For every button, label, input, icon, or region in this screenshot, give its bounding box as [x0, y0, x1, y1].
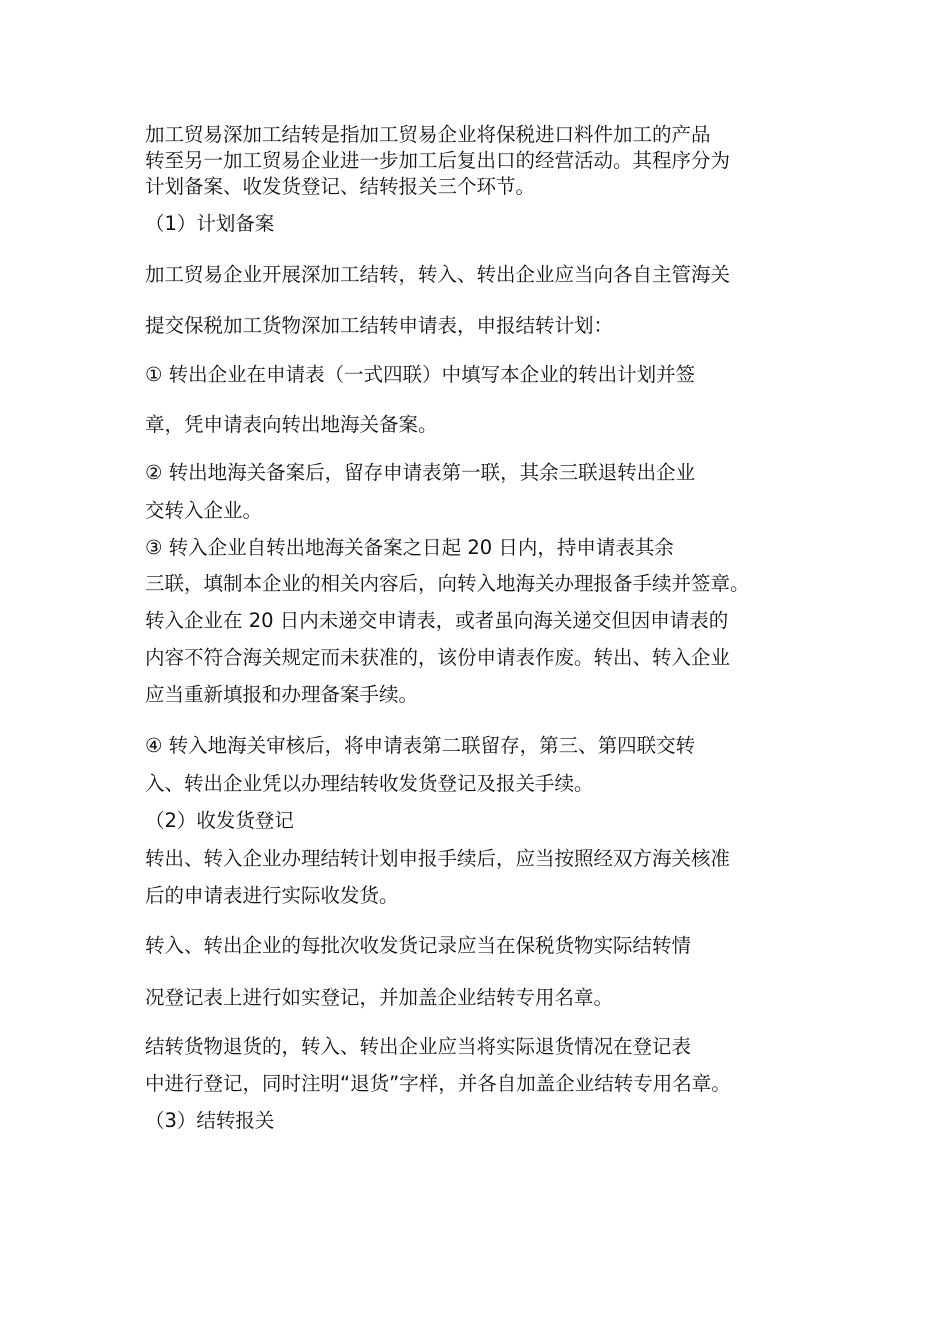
s1-para1-line-1: 加工贸易企业开展深加工结转，转入、转出企业应当向各自主管海关 — [145, 263, 731, 286]
s2-para2-line-2: 况登记表上进行如实登记，并加盖企业结转专用名章。 — [145, 986, 614, 1009]
s2-para3-line-1: 结转货物退货的，转入、转出企业应当将实际退货情况在登记表 — [145, 1035, 692, 1058]
intro-line-2: 转至另一加工贸易企业进一步加工后复出口的经营活动。其程序分为 — [145, 149, 731, 172]
s1-item3-line-3: 转入企业在 20 日内未递交申请表，或者虽向海关递交但因申请表的 — [145, 609, 729, 632]
s1-item1-line-1: ① 转出企业在申请表（一式四联）中填写本企业的转出计划并签 — [145, 363, 696, 386]
s2-para1-line-2: 后的申请表进行实际收发货。 — [145, 884, 399, 907]
heading-receipt-registration: （2）收发货登记 — [145, 809, 294, 832]
s1-item3-line-1: ③ 转入企业自转出地海关备案之日起 20 日内，持申请表其余 — [145, 536, 674, 559]
s1-item1-line-2: 章，凭申请表向转出地海关备案。 — [145, 413, 438, 436]
s1-item2-line-1: ② 转出地海关备案后，留存申请表第一联，其余三联退转出企业 — [145, 461, 696, 484]
s1-item4-line-2: 入、转出企业凭以办理结转收发货登记及报关手续。 — [145, 772, 594, 795]
s2-para3-line-2: 中进行登记，同时注明“退货”字样，并各自加盖企业结转专用名章。 — [145, 1072, 731, 1095]
s1-item3-line-2: 三联，填制本企业的相关内容后，向转入地海关办理报备手续并签章。 — [145, 572, 750, 595]
s1-item2-line-2: 交转入企业。 — [145, 499, 263, 522]
s2-para2-line-1: 转入、转出企业的每批次收发货记录应当在保税货物实际结转情 — [145, 934, 692, 957]
heading-transfer-declaration: （3）结转报关 — [145, 1109, 275, 1132]
s1-para1-line-2: 提交保税加工货物深加工结转申请表，申报结转计划： — [145, 314, 614, 337]
heading-plan-filing: （1）计划备案 — [145, 212, 275, 235]
intro-line-3: 计划备案、收发货登记、结转报关三个环节。 — [145, 175, 536, 198]
s2-para1-line-1: 转出、转入企业办理结转计划申报手续后，应当按照经双方海关核准 — [145, 847, 731, 870]
s1-item4-line-1: ④ 转入地海关审核后，将申请表第二联留存，第三、第四联交转 — [145, 734, 696, 757]
intro-line-1: 加工贸易深加工结转是指加工贸易企业将保税进口料件加工的产品 — [145, 123, 711, 146]
s1-item3-line-5: 应当重新填报和办理备案手续。 — [145, 683, 419, 706]
s1-item3-line-4: 内容不符合海关规定而未获准的，该份申请表作废。转出、转入企业 — [145, 646, 731, 669]
